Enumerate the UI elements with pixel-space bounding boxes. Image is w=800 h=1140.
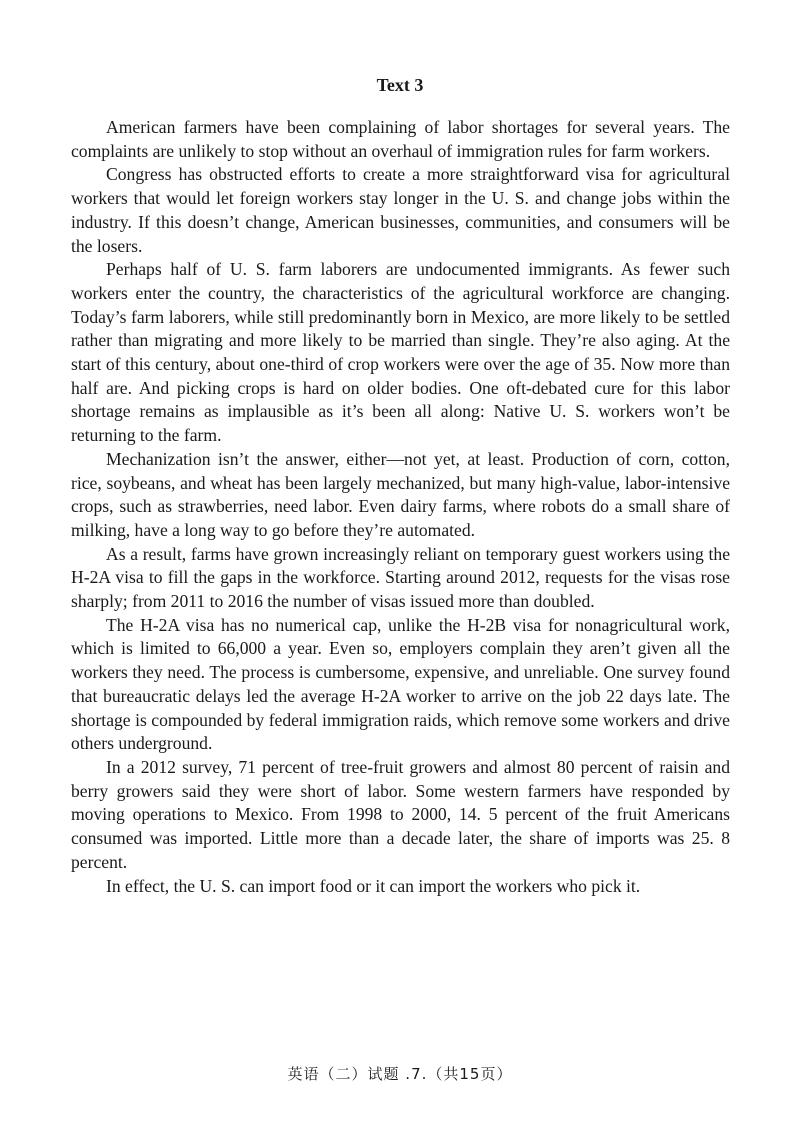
passage-body <box>71 116 730 898</box>
paragraph: American farmers have been complaining of labor shortages for several years. The complaints are unlikely to stop without an overhaul of immigration rules for farm workers. <box>71 117 730 161</box>
paragraph: The H-2A visa has no numerical cap, unlike the H-2B visa for nonagricultural work, which is limited to 66,000 a year. Even so, employers complain they aren’t given all the workers they need. The process is cumbersome, expensive, and unreliable. One survey found that bureaucratic delays led the average H-2A worker to arrive on the job 22 days late. The shortage is compounded by federal immigration raids, which remove some workers and drive others underground. <box>71 614 730 754</box>
paragraph: Mechanization isn’t the answer, either—not yet, at least. Production of corn, cotton, rice, soybeans, and wheat has been largely mechanized, but many high-value, labor-intensive crops, such as strawberries, need labor. Even dairy farms, where robots do a small share of milking, have a long way to go before they’re automated. <box>71 448 730 540</box>
page-footer: 英语（二）试题 .7.（共15页） <box>287 1065 513 1083</box>
paragraph: Congress has obstructed efforts to create a more straightforward visa for agricultural workers that would let foreign workers stay longer in the U. S. and change jobs within the industry. If this doesn’t change, American businesses, communities, and consumers will be the losers. <box>71 164 730 256</box>
paragraph: Perhaps half of U. S. farm laborers are undocumented immigrants. As fewer such workers enter the country, the characteristics of the agricultural workforce are changing. Today’s farm laborers, while still predominantly born in Mexico, are more likely to be settled rather than migrating and more likely to be married than single. They’re also aging. At the start of this century, about one-third of crop workers were over the age of 35. Now more than half are. And picking crops is hard on older bodies. One oft-debated cure for this labor shortage remains as implausible as it’s been all along: Native U. S. workers won’t be returning to the farm. <box>71 259 730 446</box>
paragraph: As a result, farms have grown increasingly reliant on temporary guest workers using the H-2A visa to fill the gaps in the workforce. Starting around 2012, requests for the visas rose sharply; from 2011 to 2016 the number of visas issued more than doubled. <box>71 543 730 612</box>
paragraph: In a 2012 survey, 71 percent of tree-fruit growers and almost 80 percent of raisin and berry growers said they were short of labor. Some western farmers have responded by moving operations to Mexico. From 1998 to 2000, 14. 5 percent of the fruit Americans consumed was imported. Little more than a decade later, the share of imports was 25. 8 percent. <box>71 756 730 872</box>
section-title: Text 3 <box>376 75 424 95</box>
paragraph: In effect, the U. S. can import food or it can import the workers who pick it. <box>106 875 641 896</box>
